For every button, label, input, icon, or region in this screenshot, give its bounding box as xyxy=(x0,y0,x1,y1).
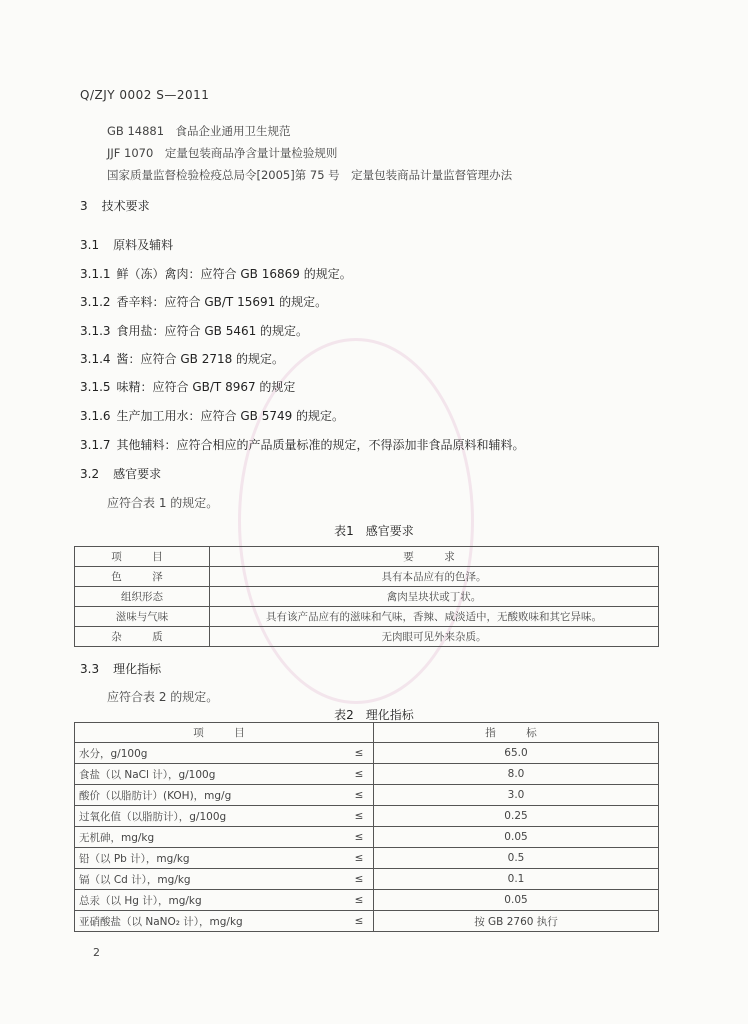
table-cell: 无机砷，mg/kg xyxy=(75,827,346,848)
table-cell: 按 GB 2760 执行 xyxy=(374,911,659,932)
table-cell: 镉（以 Cd 计），mg/kg xyxy=(75,869,346,890)
table-cell: 0.25 xyxy=(374,806,659,827)
table-header-cell: 项 目 xyxy=(75,723,374,743)
table1-caption: 表1 感官要求 xyxy=(334,524,414,538)
table-row xyxy=(75,587,659,607)
table-cell: 无肉眼可见外来杂质。 xyxy=(210,627,659,647)
table-header-row xyxy=(75,547,659,567)
clause-3-1-6: 3.1.6 生产加工用水：应符合 GB 5749 的规定。 xyxy=(80,409,345,423)
table-cell: 铅（以 Pb 计），mg/kg xyxy=(75,848,346,869)
table-cell: 禽肉呈块状或丁状。 xyxy=(210,587,659,607)
table-cell: ≤ xyxy=(345,743,374,764)
reference-item: JJF 1070 定量包装商品净含量计量检验规则 xyxy=(107,146,338,160)
table-row xyxy=(75,627,659,647)
table-cell: 具有该产品应有的滋味和气味，香辣、咸淡适中，无酸败味和其它异味。 xyxy=(210,607,659,627)
table-cell: 0.5 xyxy=(374,848,659,869)
clause-3-1-5: 3.1.5 味精：应符合 GB/T 8967 的规定 xyxy=(80,380,296,394)
table-row xyxy=(75,764,659,785)
physicochemical-indicators-table xyxy=(74,722,659,932)
reference-item: GB 14881 食品企业通用卫生规范 xyxy=(107,124,291,138)
table-cell: ≤ xyxy=(345,785,374,806)
clause-3-1-1: 3.1.1 鲜（冻）禽肉：应符合 GB 16869 的规定。 xyxy=(80,267,352,281)
table-cell: ≤ xyxy=(345,911,374,932)
table-row xyxy=(75,806,659,827)
table-cell: 滋味与气味 xyxy=(75,607,210,627)
section-3-2-text: 应符合表 1 的规定。 xyxy=(107,496,219,510)
table-cell: ≤ xyxy=(345,848,374,869)
table-cell: 8.0 xyxy=(374,764,659,785)
section-heading-3-1: 3.1 原料及辅料 xyxy=(80,238,174,252)
table-row xyxy=(75,869,659,890)
table-cell: 3.0 xyxy=(374,785,659,806)
section-heading-3: 3 技术要求 xyxy=(80,199,150,213)
table-header-cell: 项 目 xyxy=(75,547,210,567)
table-header-cell: 要 求 xyxy=(210,547,659,567)
table-cell: 食盐（以 NaCl 计），g/100g xyxy=(75,764,346,785)
table-cell: 65.0 xyxy=(374,743,659,764)
table2-caption: 表2 理化指标 xyxy=(334,708,414,722)
sensory-requirements-table xyxy=(74,546,659,647)
table-cell: 过氧化值（以脂肪计），g/100g xyxy=(75,806,346,827)
table-cell: ≤ xyxy=(345,869,374,890)
table-row xyxy=(75,848,659,869)
table-cell: 色 泽 xyxy=(75,567,210,587)
clause-3-1-7: 3.1.7 其他辅料：应符合相应的产品质量标准的规定，不得添加非食品原料和辅料。 xyxy=(80,438,525,452)
reference-list xyxy=(107,120,512,186)
table-row xyxy=(75,827,659,848)
table-row xyxy=(75,567,659,587)
section-heading-3-2: 3.2 感官要求 xyxy=(80,467,162,481)
clause-3-1-2: 3.1.2 香辛料：应符合 GB/T 15691 的规定。 xyxy=(80,295,328,309)
table-cell: 0.05 xyxy=(374,827,659,848)
table-cell: ≤ xyxy=(345,827,374,848)
table-row xyxy=(75,607,659,627)
table-cell: 0.05 xyxy=(374,890,659,911)
table-cell: 酸价（以脂肪计）(KOH)，mg/g xyxy=(75,785,346,806)
table-cell: 水分，g/100g xyxy=(75,743,346,764)
section-3-3-text: 应符合表 2 的规定。 xyxy=(107,690,219,704)
reference-item: 国家质量监督检验检疫总局令[2005]第 75 号 定量包装商品计量监督管理办法 xyxy=(107,168,513,182)
table-row xyxy=(75,890,659,911)
table-cell: 杂 质 xyxy=(75,627,210,647)
table-cell: 亚硝酸盐（以 NaNO₂ 计），mg/kg xyxy=(75,911,346,932)
table-header-row xyxy=(75,723,659,743)
table-cell: ≤ xyxy=(345,890,374,911)
table-row xyxy=(75,911,659,932)
page-number: 2 xyxy=(93,946,100,959)
table-cell: 0.1 xyxy=(374,869,659,890)
clause-3-1-3: 3.1.3 食用盐：应符合 GB 5461 的规定。 xyxy=(80,324,309,338)
table-row xyxy=(75,743,659,764)
standard-code: Q/ZJY 0002 S—2011 xyxy=(80,88,210,102)
table-row xyxy=(75,785,659,806)
table-cell: ≤ xyxy=(345,764,374,785)
table-cell: 总汞（以 Hg 计），mg/kg xyxy=(75,890,346,911)
table-cell: 组织形态 xyxy=(75,587,210,607)
table-header-cell: 指 标 xyxy=(374,723,659,743)
table-cell: 具有本品应有的色泽。 xyxy=(210,567,659,587)
table-cell: ≤ xyxy=(345,806,374,827)
section-heading-3-3: 3.3 理化指标 xyxy=(80,662,162,676)
clause-3-1-4: 3.1.4 酱：应符合 GB 2718 的规定。 xyxy=(80,352,285,366)
